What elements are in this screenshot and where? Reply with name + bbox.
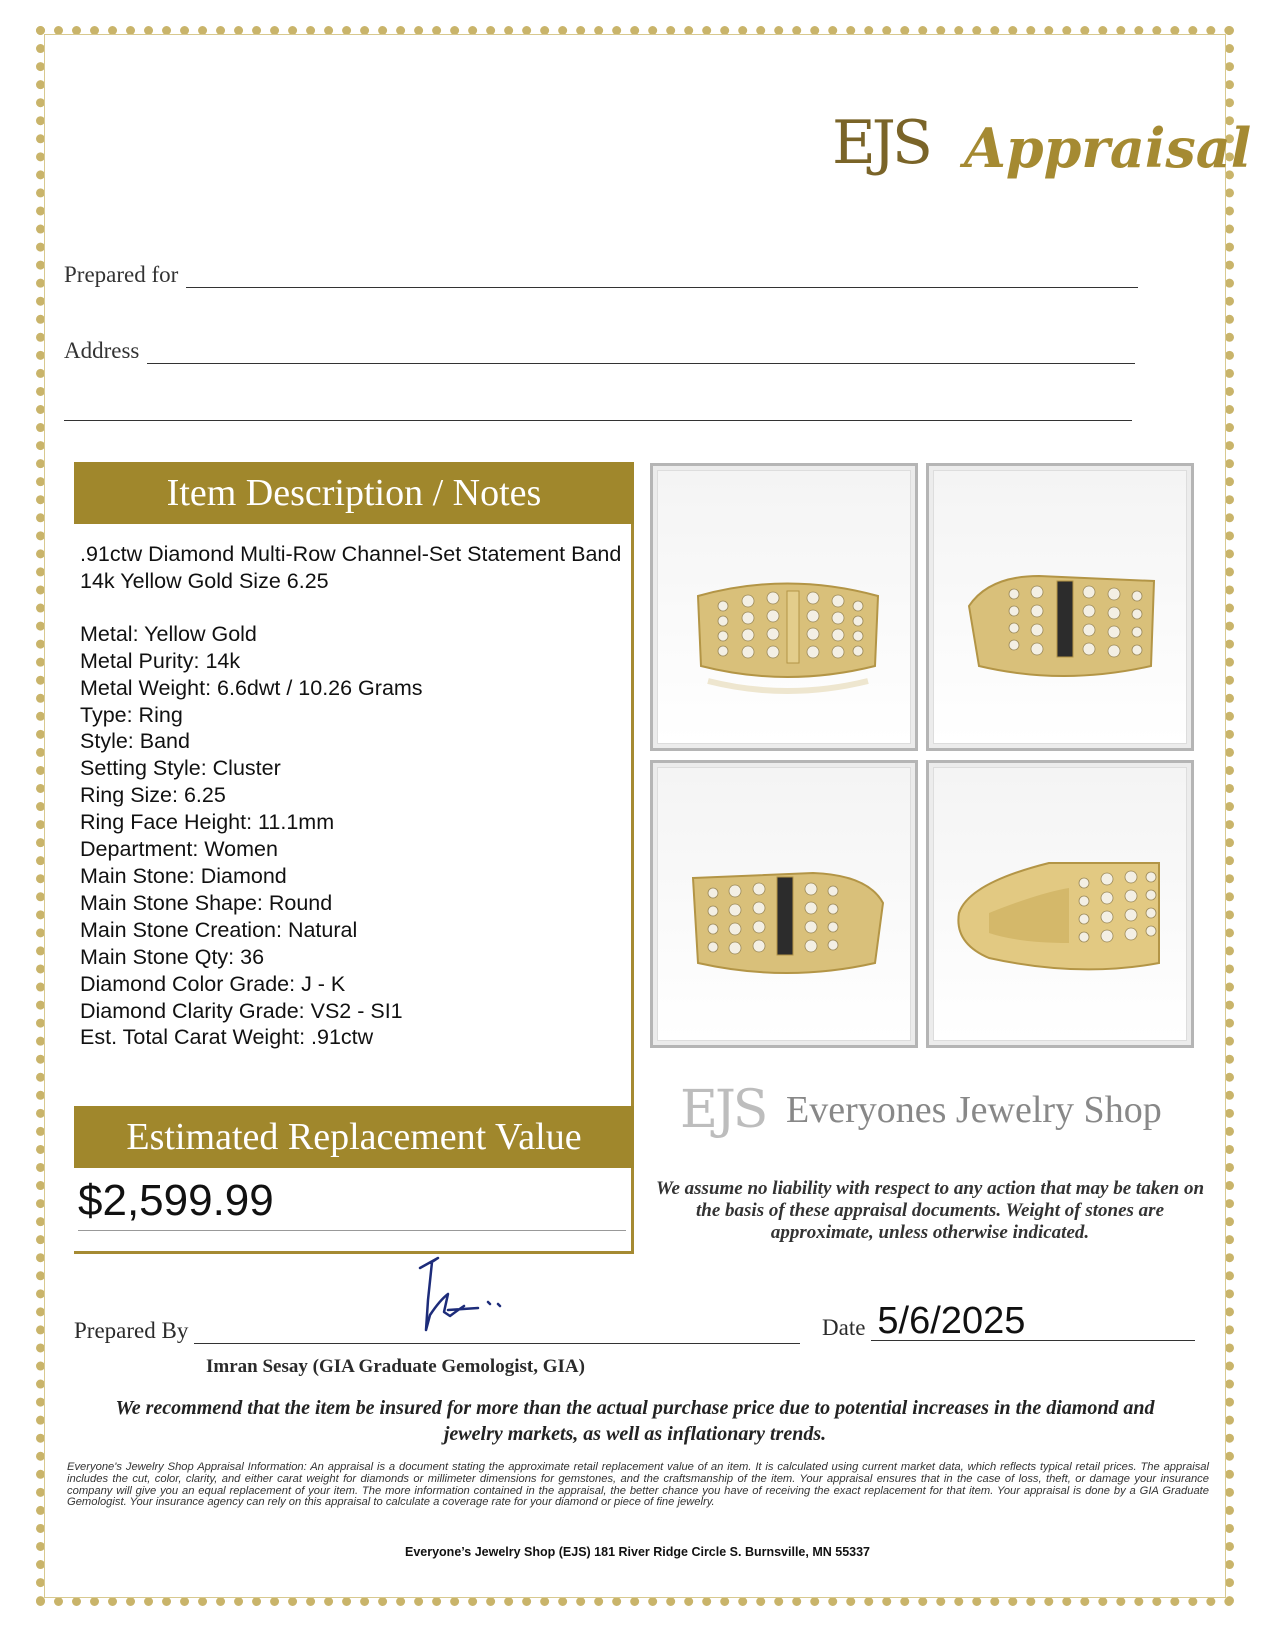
gemologist-name: Imran Sesay (GIA Graduate Gemologist, GIA)	[206, 1356, 585, 1377]
ejs-logo	[832, 108, 929, 178]
address-input-2[interactable]	[64, 398, 1132, 421]
item-attribute: Metal Weight: 6.6dwt / 10.26 Grams	[80, 675, 423, 700]
item-attribute: Metal Purity: 14k	[80, 648, 241, 673]
ring-photo-angle-left	[650, 760, 918, 1048]
ring-side-image	[929, 763, 1194, 1048]
item-attribute: Style: Band	[80, 729, 190, 754]
ring-angle-right-image	[929, 466, 1194, 751]
address-label: Address	[64, 338, 140, 363]
item-attribute: Main Stone: Diamond	[80, 863, 287, 888]
appraisal-title: Appraisal	[964, 116, 1252, 180]
shop-name: Everyones Jewelry Shop	[786, 1089, 1162, 1131]
prepared-for-input[interactable]	[186, 265, 1138, 288]
item-attribute: Est. Total Carat Weight: .91ctw	[80, 1025, 374, 1050]
item-attribute: Ring Size: 6.25	[80, 783, 226, 808]
item-attribute: Diamond Color Grade: J - K	[80, 971, 346, 996]
item-title: .91ctw Diamond Multi-Row Channel-Set Statement Band 14k Yellow Gold Size 6.25	[80, 542, 622, 593]
item-attribute: Metal: Yellow Gold	[80, 621, 257, 646]
replacement-value-heading: Estimated Replacement Value	[74, 1106, 634, 1168]
item-attribute: Main Stone Qty: 36	[80, 944, 265, 969]
prepared-for-label: Prepared for	[64, 262, 179, 287]
prepared-by-label: Prepared By	[74, 1318, 189, 1343]
address-input[interactable]	[147, 341, 1135, 364]
ring-front-image	[653, 466, 918, 751]
prepared-for-field[interactable]	[64, 262, 1138, 288]
signature-image	[418, 1250, 538, 1340]
replacement-value-amount: $2,599.99	[78, 1176, 274, 1225]
insurance-recommendation: We recommend that the item be insured for more than the actual purchase price due to potential increases in the diamond and jewelry markets, as well as inflationary trends.	[115, 1397, 1155, 1445]
liability-disclaimer: We assume no liability with respect to any action that may be taken on the basis of these appraisal documents. Weight of stones are approximate, unless otherwise indicated.	[655, 1178, 1205, 1243]
ring-photo-side	[926, 760, 1194, 1048]
ring-angle-left-image	[653, 763, 918, 1048]
date-value: 5/6/2025	[871, 1302, 1195, 1341]
ejs-logo-small-text: EJS	[680, 1080, 766, 1140]
item-attribute: Setting Style: Cluster	[80, 756, 281, 781]
item-attribute: Main Stone Shape: Round	[80, 890, 333, 915]
date-label: Date	[822, 1315, 866, 1340]
date-field	[822, 1302, 1195, 1341]
address-field[interactable]	[64, 338, 1135, 364]
item-attribute: Type: Ring	[80, 702, 183, 727]
shop-address: Everyone’s Jewelry Shop (EJS) 181 River Ridge Circle S. Burnsville, MN 55337	[404, 1545, 870, 1559]
address-line-2[interactable]	[64, 398, 1132, 421]
item-description-heading: Item Description / Notes	[74, 462, 634, 524]
item-attribute: Ring Face Height: 11.1mm	[80, 810, 335, 835]
ejs-logo-text: EJS	[832, 108, 929, 178]
ring-photo-angle-right	[926, 463, 1194, 751]
appraisal-fine-print: Everyone's Jewelry Shop Appraisal Information: An appraisal is a document stating the approximate retail replacement value of an item. It is calculated using current market data, which reflects typical retail prices. The appraisal includes the cut, color, clarity, and either carat weight for diamonds or millimeter dimensions for gemstones, and the craftsmanship of the item. Your appraisal ensures that in the case of loss, theft, or damage your insurance company will give you an equal replacement of your item. The more information contained in the appraisal, the better chance you have of receiving the exact replacement for that item. Your appraisal is done by a GIA Graduate Gemologist. Your insurance agency can rely on this appraisal to calculate a coverage rate for your diamond or piece of fine jewelry.	[67, 1461, 1209, 1509]
item-attribute: Diamond Clarity Grade: VS2 - SI1	[80, 998, 403, 1023]
item-description	[80, 541, 625, 1051]
item-attribute: Department: Women	[80, 837, 278, 862]
ring-photo-front	[650, 463, 918, 751]
item-attribute: Main Stone Creation: Natural	[80, 917, 358, 942]
price-underline	[78, 1230, 626, 1231]
ejs-logo-small	[680, 1080, 765, 1140]
